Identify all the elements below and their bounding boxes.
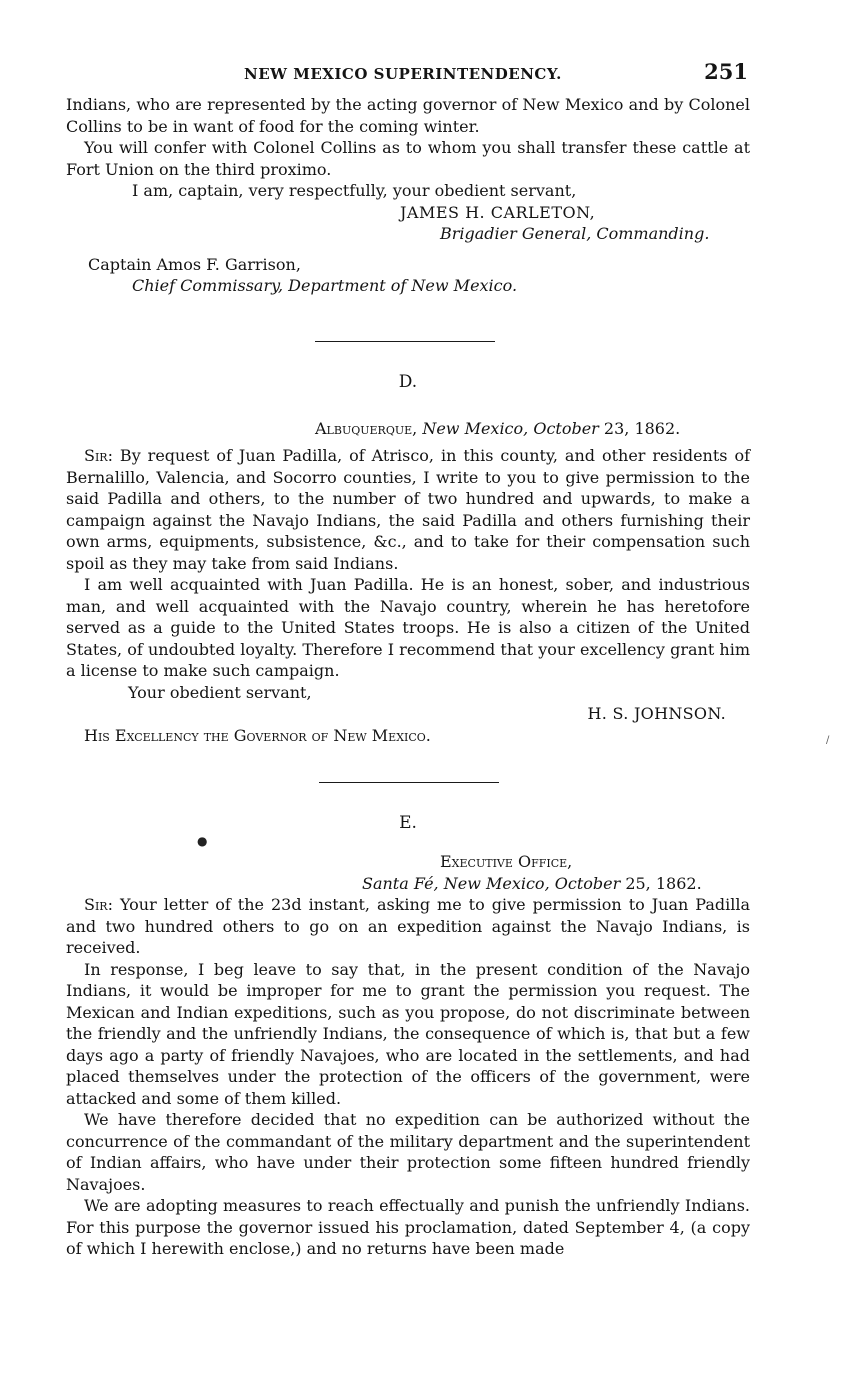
section-d-signer: H. S. JOHNSON. (587, 704, 726, 723)
running-title: NEW MEXICO SUPERINTENDENCY. (244, 65, 562, 83)
section-e-dateline (362, 873, 750, 895)
section-e-paragraph-4: We are adopting measures to reach effectually and punish the unfriendly Indians. For this purpose the governor issued his proclamation, dated September 4, (a copy of which I herewith enclose,) and no returns have been made (66, 1196, 750, 1258)
dateline-year: 25, 1862. (620, 873, 702, 893)
section-d-addressee-text: His Excellency the Governor of New Mexico. (84, 725, 431, 745)
scan-speck: / (826, 735, 830, 746)
salutation: Sir (84, 895, 108, 914)
section-e-heading: E. (399, 813, 417, 833)
section-d-dateline (315, 418, 750, 440)
section-e-paragraph-3: We have therefore decided that no expedition can be authorized without the concurrence of the commandant of the military department and the superintendent of Indian affairs, who have under their protection some fifteen hundred friendly Navajoes. (66, 1110, 750, 1194)
letter-c-signer: JAMES H. CARLETON, (400, 202, 596, 222)
section-e-office: Executive Office, (440, 852, 573, 871)
section-e-paragraph-1-text: : Your letter of the 23d instant, asking me to give permission to Juan Padilla and two hundred others to go on an expedition against the Navajo Indians, is received. (66, 895, 750, 957)
section-d-closing: Your obedient servant, (128, 682, 312, 702)
letter-c-addressee-name: Captain Amos F. Garrison, (88, 254, 301, 274)
running-header (66, 58, 750, 94)
salutation: Sir (84, 446, 108, 465)
section-d-addressee (84, 725, 750, 747)
page-body (66, 58, 750, 1260)
scan-speck: ● (197, 834, 208, 848)
letter-c-paragraph-1: Indians, who are represented by the acting governor of New Mexico and by Colonel Collins to be in want of food for the coming winter. (66, 95, 750, 136)
section-d-paragraph-1-text: : By request of Juan Padilla, of Atrisco, in this county, and other residents of Bernalillo, Valencia, and Socorro counties, I write to you to give permission to the said Padilla and others, to the number of two hundred and upwards, to make a campaign against the Navajo Indians, the said Padilla and others furnishing their own arms, equipments, subsistence, &c., and to take for their compensation such spoil as they may take from said Indians. (66, 446, 750, 573)
section-d-paragraph-2: I am well acquainted with Juan Padilla. He is an honest, sober, and industrious man, and well acquainted with the Navajo country, wherein he has heretofore served as a guide to the United States troops. He is also a citizen of the United States, of undoubted loyalty. Therefore I recommend that your excellency grant him a license to make such campaign. (66, 575, 750, 680)
letter-c-paragraph-2: You will confer with Colonel Collins as to whom you shall transfer these cattle at Fort Union on the third proximo. (66, 138, 750, 179)
section-d-heading: D. (398, 371, 418, 392)
section-e-paragraph-2: In response, I beg leave to say that, in the present condition of the Navajo Indians, it would be improper for me to grant the permission you request. The Mexican and Indian expeditions, such as you propose, do not discriminate between the friendly and the unfriendly Indians, the consequence of which is, that but a few days ago a party of friendly Navajoes, who are located in the settlements, and had placed themselves under the protection of the officers of the government, were attacked and some of them killed. (66, 959, 750, 1108)
section-divider (319, 782, 499, 783)
letter-c-closing: I am, captain, very respectfully, your obedient servant, (132, 181, 577, 200)
section-d-paragraph-1 (66, 445, 750, 574)
dateline-place: Santa Fé, New Mexico, October (362, 873, 621, 893)
dateline-year: 23, 1862. (598, 418, 681, 438)
dateline-place: Albuquerque, (315, 418, 418, 438)
dateline-state-month: New Mexico, October (422, 418, 599, 438)
section-divider (315, 341, 495, 342)
section-e-paragraph-1 (66, 894, 750, 959)
page-number: 251 (704, 59, 748, 84)
letter-c-signer-title: Brigadier General, Commanding. (440, 224, 710, 243)
letter-c-addressee-title: Chief Commissary, Department of New Mexico. (132, 276, 518, 295)
